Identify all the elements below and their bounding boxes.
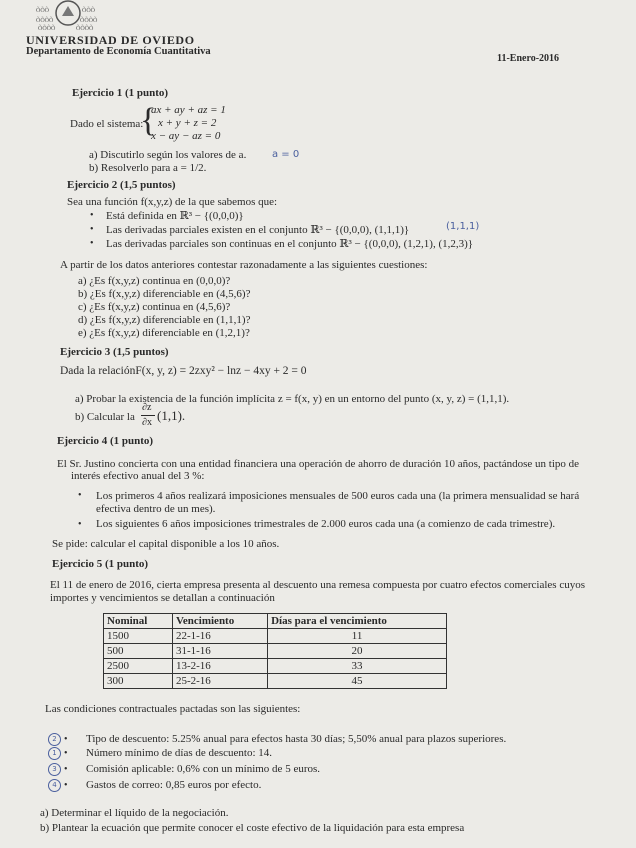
ex2-question: b) ¿Es f(x,y,z) diferenciable en (4,5,6)? bbox=[78, 288, 251, 300]
ex5-question-a: a) Determinar el líquido de la negociación. bbox=[40, 807, 229, 819]
ex2-bullet: Las derivadas parciales son continuas en el conjunto ℝ³ − {(0,0,0), (1,2,1), (1,2,3)} bbox=[106, 238, 474, 250]
col-header: Vencimiento bbox=[172, 614, 267, 629]
ex3-item-b-prefix: b) Calcular la bbox=[75, 411, 135, 423]
table-cell: 25-2-16 bbox=[172, 674, 267, 689]
table-cell: 1500 bbox=[104, 629, 173, 644]
table-cell: 45 bbox=[268, 674, 447, 689]
table-row bbox=[104, 674, 447, 689]
university-name: UNIVERSIDAD DE OVIEDO bbox=[26, 33, 195, 47]
ex5-condition: Gastos de correo: 0,85 euros por efecto. bbox=[86, 779, 262, 791]
ex5-conditions-title: Las condiciones contractuales pactadas son las siguientes: bbox=[45, 703, 301, 715]
ex1-intro: Dado el sistema: bbox=[70, 118, 144, 130]
ex5-condition: Tipo de descuento: 5.25% anual para efectos hasta 30 días; 5,50% anual para plazos superiores. bbox=[86, 733, 507, 745]
ex3-relation: Dada la relaciónF(x, y, z) = 2zxy² − lnz − 4xy + 2 = 0 bbox=[60, 365, 307, 377]
exam-date: 11-Enero-2016 bbox=[497, 53, 560, 64]
ex4-bullet: Los primeros 4 años realizará imposiciones mensuales de 500 euros cada una (la primera mensualidad se hará bbox=[96, 490, 580, 502]
bullet-icon: • bbox=[64, 764, 68, 775]
handwritten-circled-mark: 3 bbox=[48, 763, 61, 776]
university-seal-icon bbox=[34, 0, 102, 32]
ex2-question: e) ¿Es f(x,y,z) diferenciable en (1,2,1)? bbox=[78, 327, 250, 339]
ex5-paragraph-line1: El 11 de enero de 2016, cierta empresa presenta al descuento una remesa compuesta por cuatro efectos comerciales cuyos bbox=[50, 579, 585, 591]
table-header-row bbox=[104, 614, 447, 629]
ex3-item-a: a) Probar la existencia de la función implícita z = f(x, y) en un entorno del punto (x, y, z) = (1,1,1). bbox=[75, 393, 510, 405]
table-cell: 22-1-16 bbox=[172, 629, 267, 644]
department-name: Departamento de Economía Cuantitativa bbox=[26, 46, 211, 57]
ex1-item-a: a) Discutirlo según los valores de a. bbox=[89, 149, 247, 161]
bullet-icon: • bbox=[78, 490, 82, 501]
ex5-question-b: b) Plantear la ecuación que permite conocer el coste efectivo de la liquidación para esta empresa bbox=[40, 822, 465, 834]
svg-text:ÕÕÕÕ: ÕÕÕÕ bbox=[36, 18, 54, 24]
ex4-title: Ejercicio 4 (1 punto) bbox=[57, 435, 154, 447]
svg-text:ÕÕÕÕ: ÕÕÕÕ bbox=[76, 26, 94, 32]
bullet-icon: • bbox=[90, 224, 94, 235]
ex2-handwritten-note: (1,1,1) bbox=[446, 221, 480, 232]
svg-text:ÕÕÕÕ: ÕÕÕÕ bbox=[80, 18, 98, 24]
ex1-eq1: ax + ay + az = 1 bbox=[151, 104, 226, 116]
ex1-brace: { bbox=[140, 102, 157, 139]
ex4-bullet: Los siguientes 6 años imposiciones trimestrales de 2.000 euros cada una (a comienzo de cada trimestre). bbox=[96, 518, 556, 530]
bullet-icon: • bbox=[64, 748, 68, 759]
ex1-title: Ejercicio 1 (1 punto) bbox=[72, 87, 169, 99]
ex4-bullet-cont: efectiva dentro de un mes). bbox=[96, 503, 216, 515]
table-cell: 20 bbox=[268, 644, 447, 659]
ex2-question: a) ¿Es f(x,y,z) continua en (0,0,0)? bbox=[78, 275, 231, 287]
svg-text:ÕÕÕ: ÕÕÕ bbox=[36, 8, 49, 14]
table-cell: 31-1-16 bbox=[172, 644, 267, 659]
table-cell: 2500 bbox=[104, 659, 173, 674]
ex3-partial-den: ∂x bbox=[142, 417, 152, 428]
ex1-item-b: b) Resolverlo para a = 1/2. bbox=[89, 162, 207, 174]
bullet-icon: • bbox=[90, 210, 94, 221]
handwritten-circled-mark: 2 bbox=[48, 733, 61, 746]
ex3-item-b-suffix: (1,1). bbox=[157, 408, 186, 423]
svg-text:ÕÕÕ: ÕÕÕ bbox=[82, 8, 95, 14]
ex5-table bbox=[103, 613, 447, 689]
handwritten-circled-mark: 4 bbox=[48, 779, 61, 792]
ex5-condition: Comisión aplicable: 0,6% con un mínimo de 5 euros. bbox=[86, 763, 321, 775]
ex4-ask: Se pide: calcular el capital disponible a los 10 años. bbox=[52, 538, 280, 550]
bullet-icon: • bbox=[64, 780, 68, 791]
ex3-partial-num: ∂z bbox=[142, 402, 152, 413]
ex2-bullet: Está definida en ℝ³ − {(0,0,0)} bbox=[106, 210, 244, 222]
ex5-condition: Número mínimo de días de descuento: 14. bbox=[86, 747, 273, 759]
ex4-paragraph-line2: interés efectivo anual del 3 %: bbox=[71, 470, 205, 482]
ex1-handwritten-note: a = 0 bbox=[272, 149, 300, 160]
bullet-icon: • bbox=[64, 734, 68, 745]
bullet-icon: • bbox=[78, 519, 82, 530]
ex2-question: d) ¿Es f(x,y,z) diferenciable en (1,1,1)? bbox=[78, 314, 251, 326]
ex2-title: Ejercicio 2 (1,5 puntos) bbox=[67, 179, 176, 191]
ex5-title: Ejercicio 5 (1 punto) bbox=[52, 558, 149, 570]
table-cell: 300 bbox=[104, 674, 173, 689]
bullet-icon: • bbox=[90, 238, 94, 249]
handwritten-circled-mark: 1 bbox=[48, 747, 61, 760]
table-row bbox=[104, 644, 447, 659]
table-cell: 13-2-16 bbox=[172, 659, 267, 674]
ex1-eq2: x + y + z = 2 bbox=[158, 117, 217, 129]
table-row bbox=[104, 659, 447, 674]
ex2-lead: A partir de los datos anteriores contestar razonadamente a las siguientes cuestiones: bbox=[60, 259, 428, 271]
col-header: Nominal bbox=[104, 614, 173, 629]
ex2-intro: Sea una función f(x,y,z) de la que sabemos que: bbox=[67, 196, 278, 208]
ex3-title: Ejercicio 3 (1,5 puntos) bbox=[60, 346, 169, 358]
ex4-paragraph-line1: El Sr. Justino concierta con una entidad financiera una operación de ahorro de duración 10 años, pactándose un tipo de bbox=[57, 458, 580, 470]
ex2-bullet: Las derivadas parciales existen en el conjunto ℝ³ − {(0,0,0), (1,1,1)} bbox=[106, 224, 410, 236]
fraction-bar bbox=[141, 415, 155, 416]
table-cell: 11 bbox=[268, 629, 447, 644]
ex5-paragraph-line2: importes y vencimientos se detallan a continuación bbox=[50, 592, 275, 604]
table-cell: 33 bbox=[268, 659, 447, 674]
svg-text:ÕÕÕÕ: ÕÕÕÕ bbox=[38, 26, 56, 32]
ex2-question: c) ¿Es f(x,y,z) continua en (4,5,6)? bbox=[78, 301, 231, 313]
col-header: Días para el vencimiento bbox=[268, 614, 447, 629]
table-row bbox=[104, 629, 447, 644]
table-cell: 500 bbox=[104, 644, 173, 659]
ex1-eq3: x − ay − az = 0 bbox=[151, 130, 221, 142]
